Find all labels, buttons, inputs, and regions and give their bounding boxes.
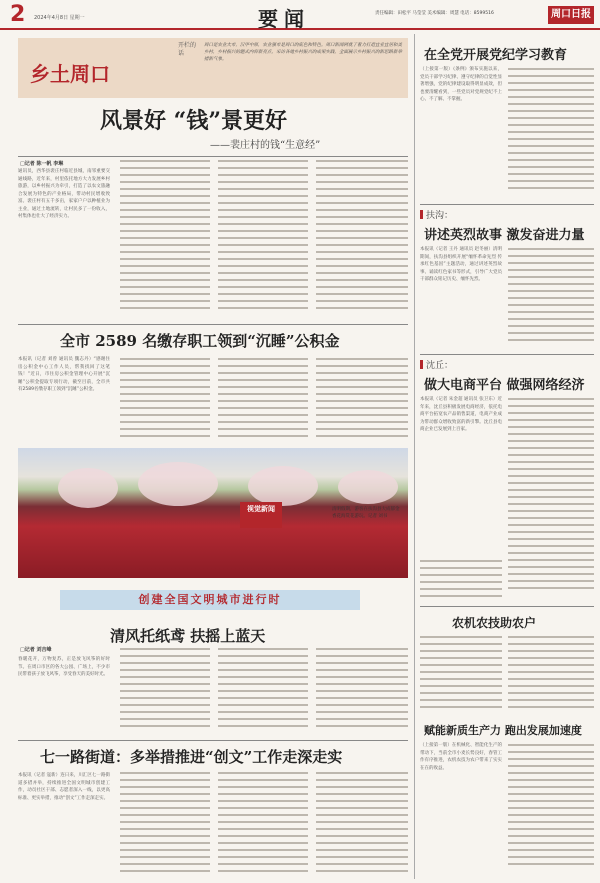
right-mid-text-column — [508, 248, 594, 346]
story2-text-column — [218, 358, 308, 442]
farm-text-column — [420, 636, 502, 716]
column-separator — [414, 34, 415, 879]
right-mid-kicker: 扶沟： — [426, 211, 454, 221]
right-lower-kicker: 沈丘： — [426, 361, 454, 371]
story3-title: 清风托纸鸢 扶摇上蓝天 — [110, 627, 266, 645]
story3-byline: □记者 刘吉峰 — [20, 647, 52, 653]
farm-text-column — [508, 744, 594, 876]
divider — [420, 204, 594, 205]
right-top-text-column — [508, 68, 594, 198]
story1-text-column — [316, 160, 408, 320]
column-intro-label: 开栏的话 — [178, 42, 197, 57]
farm-text-column — [508, 636, 594, 716]
story4-body: 本报讯（记者 寇新）连日来，川汇区七一路街道多措并举，持续推进全国文明城市创建工作，动员社区干部、志愿者深入一线，以更高标准、更实举措，推动“创文”工作走深走实。 — [18, 773, 110, 801]
divider — [18, 324, 408, 325]
story3-text-column — [218, 648, 308, 732]
story4-title: 七一路街道：多举措推进“创文”工作走深走实 — [40, 748, 343, 766]
column-intro: 周口是农业大市，汉甲中原，农业强市是周口的底色和特色。周口新闻网就了着力打造宜业宜居和美乡村，乡村振兴的题式内容新亮点，采访各地乡村振兴的成果实践，全面展示乡村振兴的新思路新举措新气象。 — [204, 43, 402, 62]
right-mid-body: 本报讯（记者 王丹 通讯员 赵冬丽）清明期间，扶沟县组织开展“缅怀革命先烈 传承红色基因”主题活动，通过讲述英烈故事、诵读红色家书等形式，引导广大党员干部群众铭记历史、缅怀先烈。 — [420, 247, 502, 282]
right-top-body: （上接第一版）《条例》颁布实施以来，党员干部学习纪律、遵守纪律的自觉性显著增强，党的纪律建设取得明显成效，但也要清醒看到，一些党员对党规党纪不上心、不了解、不掌握。 — [420, 67, 502, 102]
story2-text-column — [316, 358, 408, 442]
visual-news-badge: 视觉新闻 — [240, 502, 282, 528]
story1-subtitle: ——裴庄村的钱“生意经” — [210, 140, 321, 151]
story4-text-column — [316, 772, 408, 876]
kicker-marker-icon — [420, 210, 423, 219]
story3-text-column — [316, 648, 408, 732]
story3-body: 春暖花开，万物复苏，正是放飞风筝的好时节。在周口市区的各大公园、广场上，不少市民带着孩子放飞风筝，享受春天的美好时光。 — [18, 657, 110, 677]
story1-body: 通讯员，西华县裴庄村临近县城，南邻重要交通线路，近年来，村里依托地方大力发展乡村旅游，以乡村振兴为牵引，打造了以农文旅融合发展为特色的产业格局，带动村民增收致富。裴庄村有五千多亩，家家户户以种植业为主业，通过土地流转，让村民多了一份收入，村集体也壮大了经济实力。 — [18, 169, 110, 219]
column-tag: 乡土周口 — [30, 62, 110, 86]
story1-text-column — [218, 160, 308, 320]
divider — [18, 740, 408, 741]
issue-date: 2024年4月8日 星期一 — [34, 15, 85, 21]
right-lower-title: 做大电商平台 做强网络经济 — [424, 378, 585, 393]
photo-caption: 清明假期，游客在扶沟县大成郁金香花海赏花游玩。记者 刘书 — [332, 507, 400, 519]
divider — [420, 354, 594, 355]
column-banner — [18, 38, 408, 98]
page-header — [0, 0, 600, 30]
farm-body: （上接第一版）在机械化、智能化生产的带动下，当前全市小麦长势良好，春管工作有序推进，农机农技为农户带来了实实在在的收益。 — [420, 743, 502, 771]
civilization-banner: 创建全国文明城市进行时 — [60, 590, 360, 610]
story4-text-column — [218, 772, 308, 876]
story2-text-column — [120, 358, 210, 442]
story1-byline: □记者 陈一帆 李琳 — [20, 161, 64, 167]
story4-text-column — [120, 772, 210, 876]
divider — [18, 156, 408, 157]
editor-credits: 责任编辑：田松平 马莹莹 美术编辑：周慧 电话：8599516 — [375, 11, 494, 16]
right-mid-title: 讲述英烈故事 激发奋进力量 — [424, 228, 585, 243]
masthead-logo: 周口日报 — [548, 6, 594, 24]
story1-title: 风景好 “钱”景更好 — [100, 108, 287, 134]
story3-text-column — [120, 648, 210, 732]
story1-text-column — [120, 160, 210, 320]
right-top-title: 在全党开展党纪学习教育 — [424, 48, 568, 63]
page-number: 2 — [10, 2, 26, 27]
right-lower-text-column — [420, 560, 502, 600]
story2-body: 本报讯（记者 刘曾 通讯员 魏志丹）“感谢住房公积金中心工作人员，帮我找回了这笔钱！”近日，市住房公积金管理中心开展“沉睡”公积金提取专项行动，截至目前，全市共有2589名缴存职工领到“沉睡”公积金。 — [18, 357, 110, 392]
section-title: 要闻 — [258, 7, 310, 31]
divider — [420, 606, 594, 607]
farm-title: 赋能新质生产力 跑出发展加速度 — [424, 724, 582, 737]
story2-title: 全市 2589 名缴存职工领到“沉睡”公积金 — [60, 332, 340, 350]
right-lower-body: 本报讯（记者 朱金超 通讯员 张卫东）近年来，沈丘县积极发展电商经济，依托电商平台拓宽农产品销售渠道，电商产业成为带动群众增收致富的新引擎。沈丘县电商企业已发展到上百家。 — [420, 397, 502, 432]
farm-section-heading: 农机农技助农户 — [452, 616, 537, 630]
right-lower-text-column — [508, 398, 594, 598]
kicker-marker-icon — [420, 360, 423, 369]
